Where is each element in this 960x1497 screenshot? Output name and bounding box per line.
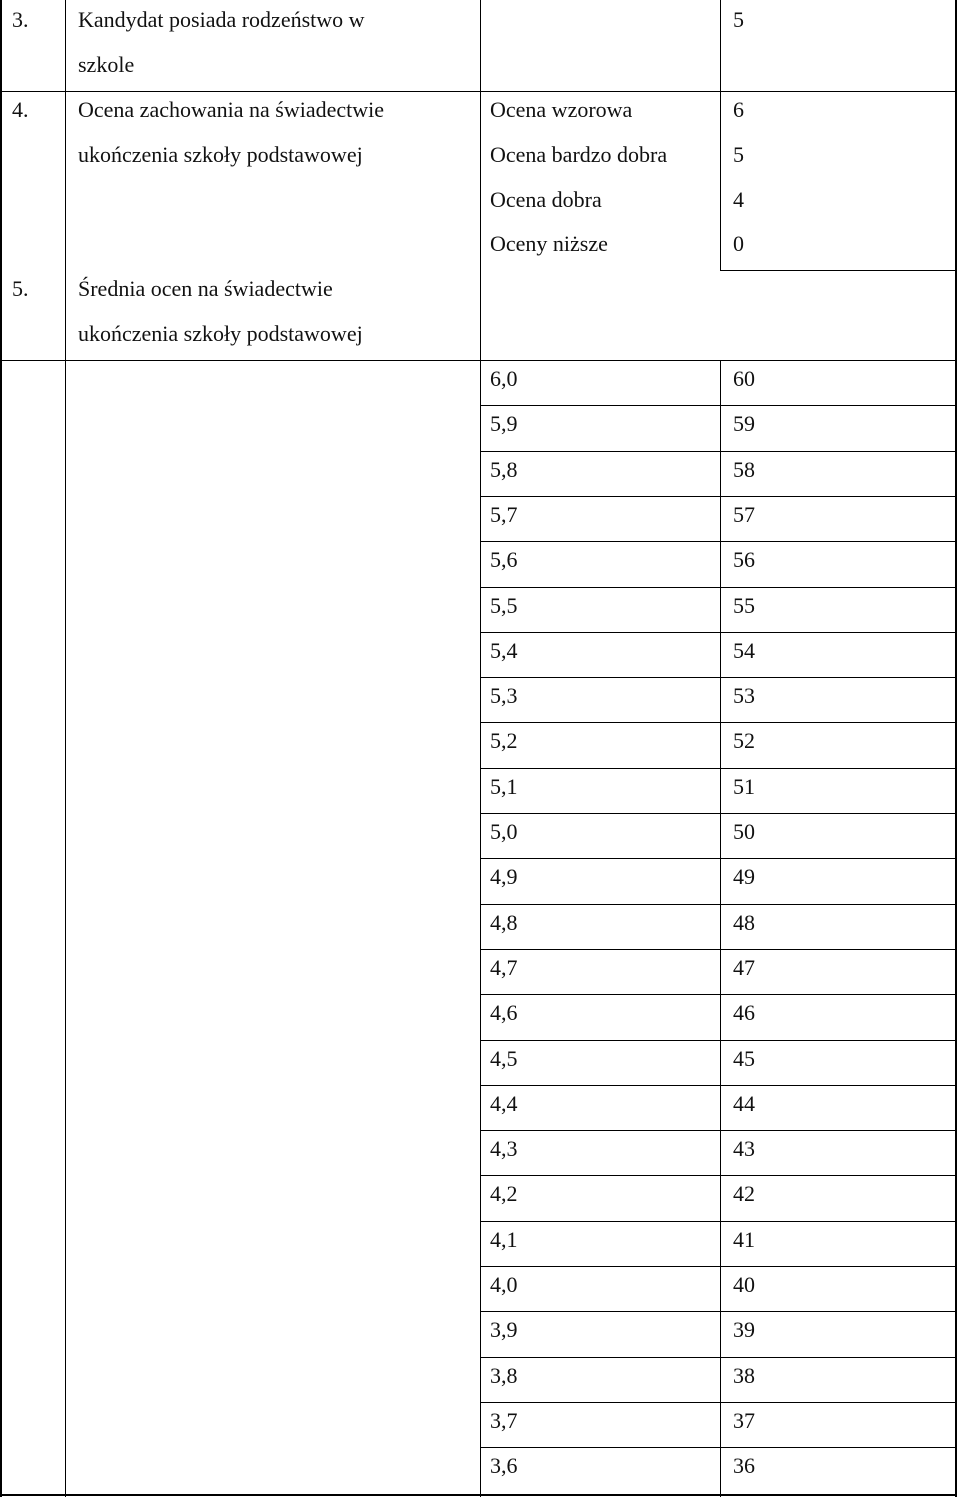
option-text: Ocena dobra [490, 187, 602, 212]
row-divider [0, 91, 957, 92]
option-text: Oceny niższe [490, 231, 608, 256]
average-row-divider [480, 949, 957, 950]
average-row-divider [480, 1311, 957, 1312]
average-row-divider [480, 1040, 957, 1041]
average-row-divider [480, 1402, 957, 1403]
average-value: 4,1 [490, 1227, 518, 1252]
row-divider [720, 270, 957, 271]
average-value: 5,6 [490, 547, 518, 572]
average-points-value: 47 [733, 955, 755, 980]
criterion-text: Ocena zachowania na świadectwie [78, 97, 385, 122]
average-row-divider [480, 677, 957, 678]
average-value: 3,9 [490, 1317, 518, 1342]
average-value: 5,9 [490, 411, 518, 436]
criterion-text: Średnia ocen na świadectwie [78, 276, 333, 301]
average-points-value: 55 [733, 593, 755, 618]
average-value: 5,7 [490, 502, 518, 527]
column-divider-criterion [480, 0, 481, 360]
average-value: 5,5 [490, 593, 518, 618]
average-points-value: 60 [733, 366, 755, 391]
average-row-divider [480, 768, 957, 769]
average-points-value: 44 [733, 1091, 755, 1116]
average-value: 4,6 [490, 1000, 518, 1025]
average-row-divider [480, 541, 957, 542]
average-row-divider [480, 1266, 957, 1267]
average-value: 5,2 [490, 728, 518, 753]
average-value: 4,8 [490, 910, 518, 935]
average-row-divider [480, 904, 957, 905]
average-value: 4,4 [490, 1091, 518, 1116]
average-value: 4,3 [490, 1136, 518, 1161]
average-points-value: 56 [733, 547, 755, 572]
average-row-divider [480, 1130, 957, 1131]
average-points-value: 49 [733, 864, 755, 889]
row-number: 5. [12, 276, 29, 301]
points-value: 0 [733, 231, 744, 256]
average-value: 4,9 [490, 864, 518, 889]
points-value: 6 [733, 97, 744, 122]
average-row-divider [480, 1357, 957, 1358]
points-value: 4 [733, 187, 744, 212]
average-value: 4,7 [490, 955, 518, 980]
average-points-value: 59 [733, 411, 755, 436]
average-value: 4,5 [490, 1046, 518, 1071]
average-row-divider [480, 405, 957, 406]
average-row-divider [480, 1221, 957, 1222]
average-points-value: 36 [733, 1453, 755, 1478]
average-row-divider [480, 451, 957, 452]
average-points-value: 42 [733, 1181, 755, 1206]
average-row-divider [480, 994, 957, 995]
criterion-text: Kandydat posiada rodzeństwo w [78, 7, 365, 32]
points-value: 5 [733, 7, 744, 32]
average-value: 5,3 [490, 683, 518, 708]
average-points-value: 50 [733, 819, 755, 844]
average-value: 5,8 [490, 457, 518, 482]
table-border-right [955, 0, 957, 1497]
points-value: 5 [733, 142, 744, 167]
row-divider [0, 360, 957, 361]
average-value: 3,8 [490, 1363, 518, 1388]
average-value: 4,0 [490, 1272, 518, 1297]
average-row-divider [480, 1175, 957, 1176]
average-points-value: 58 [733, 457, 755, 482]
average-row-divider [480, 1447, 957, 1448]
criterion-text: ukończenia szkoły podstawowej [78, 321, 363, 346]
row-number: 4. [12, 97, 29, 122]
average-value: 5,1 [490, 774, 518, 799]
average-points-value: 48 [733, 910, 755, 935]
row-number: 3. [12, 7, 29, 32]
average-value: 5,4 [490, 638, 518, 663]
average-points-value: 46 [733, 1000, 755, 1025]
column-divider-criterion-lower [480, 360, 481, 1497]
average-row-divider [480, 722, 957, 723]
average-points-value: 52 [733, 728, 755, 753]
criterion-text: ukończenia szkoły podstawowej [78, 142, 363, 167]
average-points-value: 37 [733, 1408, 755, 1433]
average-value: 5,0 [490, 819, 518, 844]
option-text: Ocena bardzo dobra [490, 142, 668, 167]
average-row-divider [480, 813, 957, 814]
column-divider-number [65, 0, 66, 1497]
average-row-divider [480, 858, 957, 859]
average-value: 3,6 [490, 1453, 518, 1478]
average-row-divider [480, 632, 957, 633]
average-points-value: 38 [733, 1363, 755, 1388]
average-row-divider [480, 496, 957, 497]
average-points-value: 45 [733, 1046, 755, 1071]
table-border-left [0, 0, 2, 1497]
average-value: 3,7 [490, 1408, 518, 1433]
criterion-text: szkole [78, 52, 135, 77]
average-points-value: 43 [733, 1136, 755, 1161]
option-text: Ocena wzorowa [490, 97, 633, 122]
average-points-value: 53 [733, 683, 755, 708]
average-points-value: 57 [733, 502, 755, 527]
average-row-divider [480, 587, 957, 588]
column-divider-points-lower [720, 360, 721, 1497]
average-points-value: 39 [733, 1317, 755, 1342]
average-points-value: 51 [733, 774, 755, 799]
average-value: 4,2 [490, 1181, 518, 1206]
average-value: 6,0 [490, 366, 518, 391]
average-points-value: 40 [733, 1272, 755, 1297]
average-points-value: 41 [733, 1227, 755, 1252]
table-border-bottom [0, 1494, 957, 1496]
average-points-value: 54 [733, 638, 755, 663]
average-row-divider [480, 1085, 957, 1086]
column-divider-points [720, 0, 721, 270]
